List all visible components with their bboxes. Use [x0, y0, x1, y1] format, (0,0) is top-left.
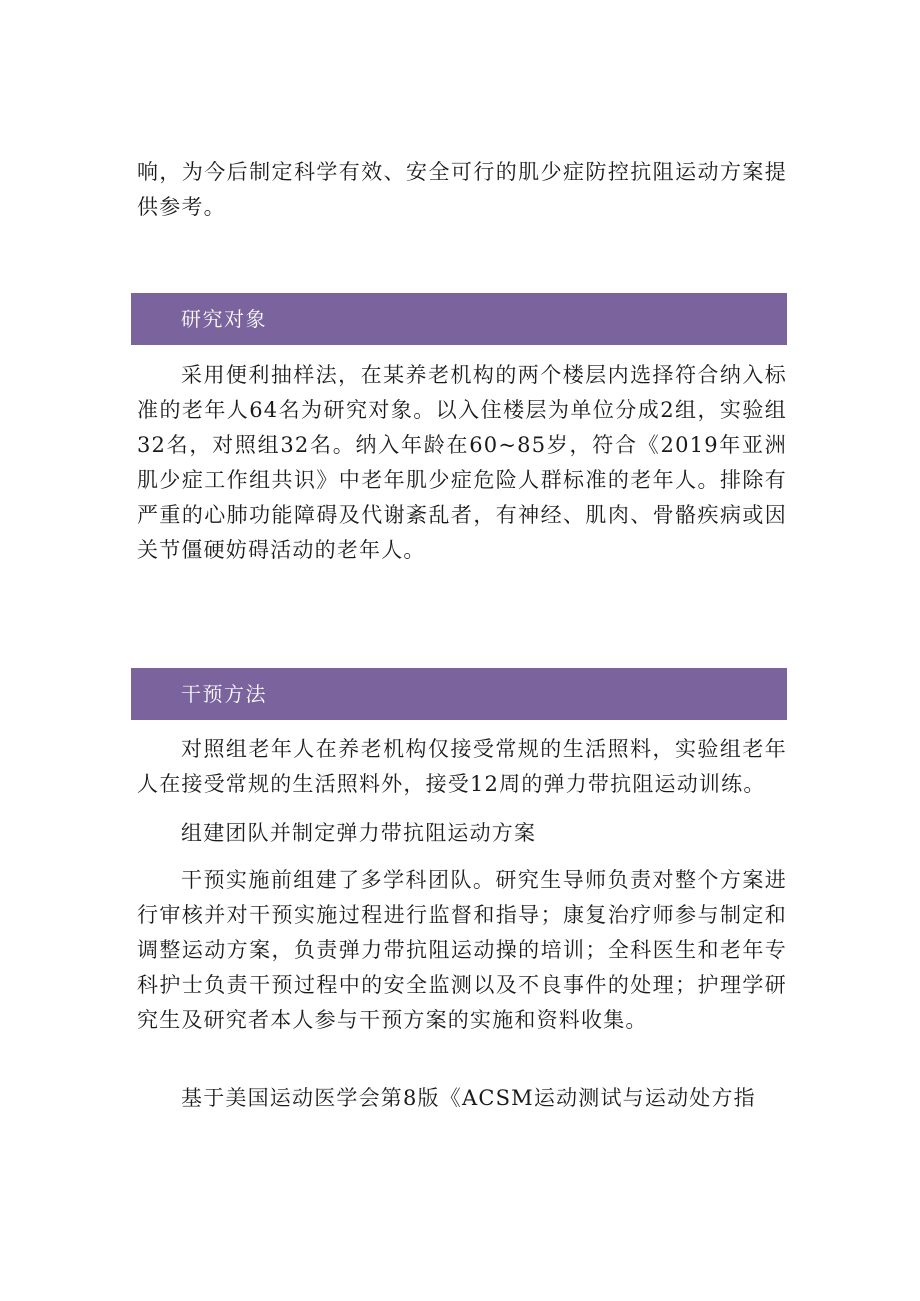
section-heading-subjects: 研究对象: [131, 293, 787, 345]
team-paragraph: 干预实施前组建了多学科团队。研究生导师负责对整个方案进行审核并对干预实施过程进行监督和指导；康复治疗师参与制定和调整运动方案，负责弹力带抗阻运动操的培训；全科医生和老年专科护士负责干预过程中的安全监测以及不良事件的处理；护理学研究生及研究者本人参与干预方案的实施和资料收集。: [137, 868, 787, 1032]
basis-paragraph: 基于美国运动医学会第8版《ACSM运动测试与运动处方指: [181, 1086, 756, 1110]
section-heading-intervention: 干预方法: [131, 668, 787, 720]
intro-continuation-paragraph: 响，为今后制定科学有效、安全可行的肌少症防控抗阻运动方案提供参考。: [137, 160, 787, 219]
intervention-paragraph: 对照组老年人在养老机构仅接受常规的生活照料，实验组老年人在接受常规的生活照料外，接受12周的弹力带抗阻运动训练。: [137, 737, 787, 796]
subjects-paragraph: 采用便利抽样法，在某养老机构的两个楼层内选择符合纳入标准的老年人64名为研究对象。以入住楼层为单位分成2组，实验组32名，对照组32名。纳入年龄在60~85岁，符合《2019年亚洲肌少症工作组共识》中老年肌少症危险人群标准的老年人。排除有严重的心肺功能障碍及代谢紊乱者，有神经、肌肉、骨骼疾病或因关节僵硬妨碍活动的老年人。: [137, 363, 787, 562]
intervention-subheading: 组建团队并制定弹力带抗阻运动方案: [181, 821, 537, 845]
